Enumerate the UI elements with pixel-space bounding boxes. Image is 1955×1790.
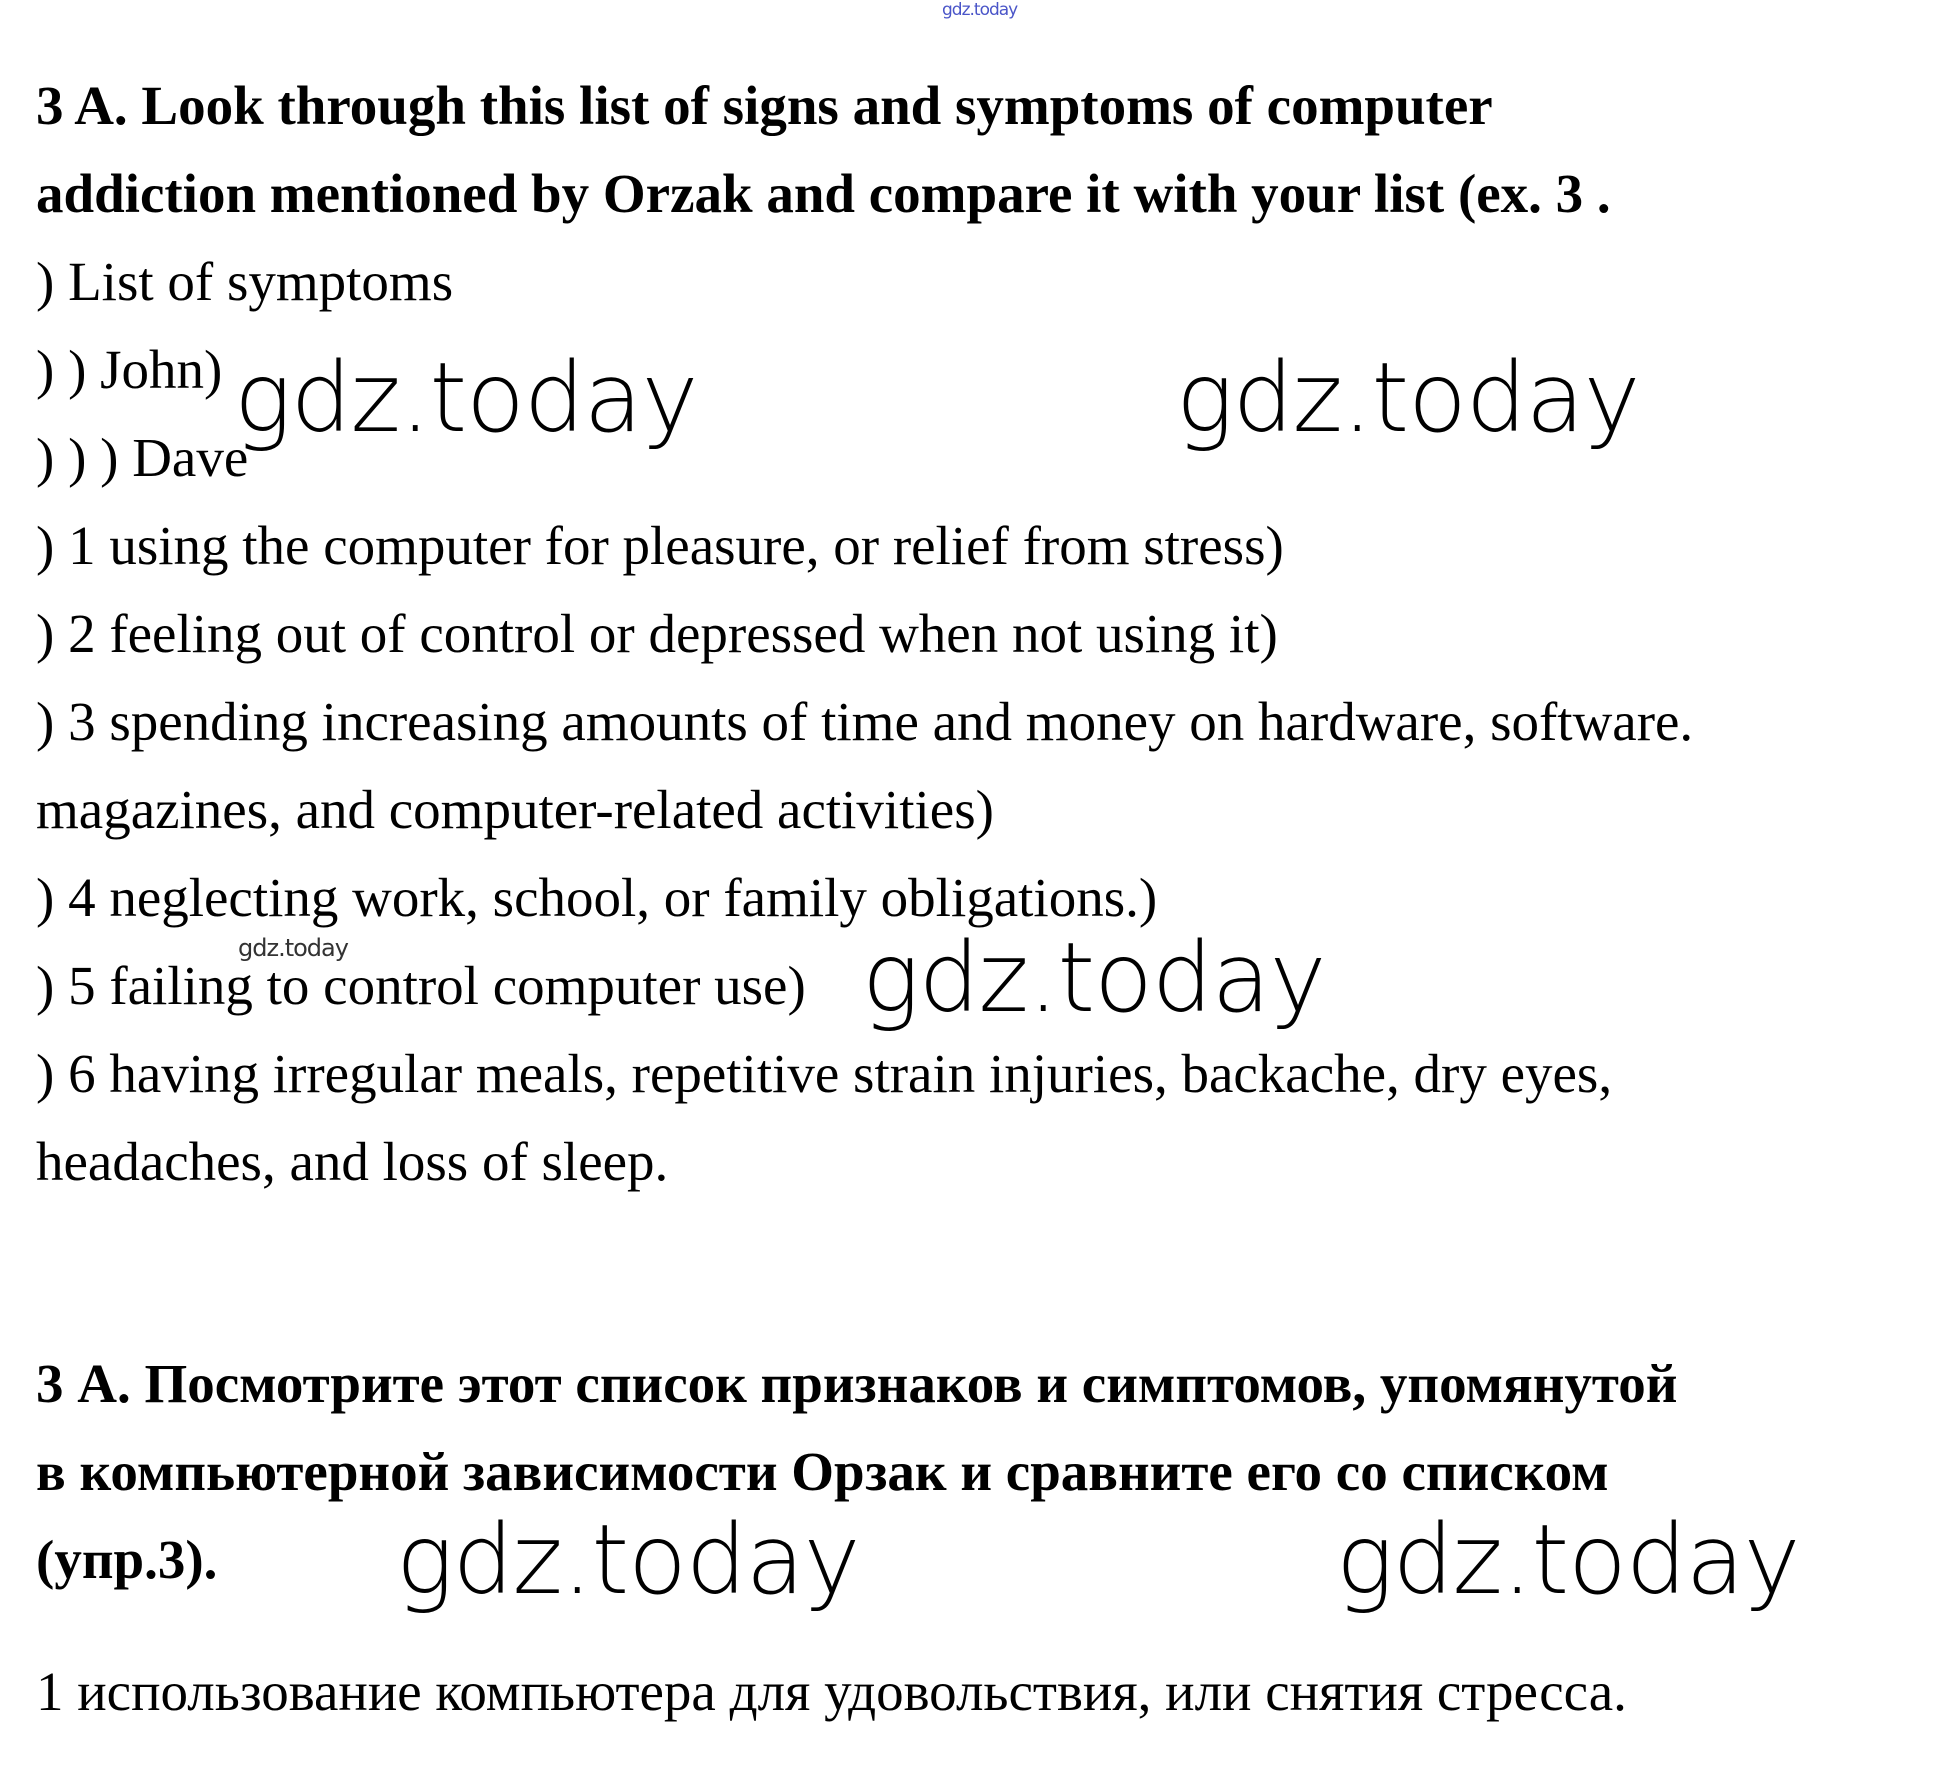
- russian-heading-line-2: в компьютерной зависимости Орзак и сравните его со списком: [36, 1441, 1609, 1502]
- english-line-john: ) ) John): [36, 339, 223, 400]
- russian-heading-line-1: 3 А. Посмотрите этот список признаков и симптомов, упомянутой: [36, 1353, 1678, 1414]
- watermark-small: gdz.today: [238, 934, 348, 962]
- english-line-item-6: ) 6 having irregular meals, repetitive strain injuries, backache, dry eyes,: [36, 1043, 1613, 1104]
- russian-line-item-1: 1 использование компьютера для удовольствия, или снятия стресса.: [36, 1661, 1627, 1722]
- watermark-2: gdz.today: [1176, 342, 1640, 454]
- watermark-1: gdz.today: [234, 342, 698, 454]
- watermark-top: gdz.today: [942, 0, 1018, 20]
- english-line-dave: ) ) ) Dave: [36, 427, 249, 488]
- english-heading-line-1: 3 A. Look through this list of signs and symptoms of computer: [36, 75, 1493, 136]
- english-line-item-6-cont: headaches, and loss of sleep.: [36, 1131, 669, 1192]
- english-line-item-4: ) 4 neglecting work, school, or family obligations.): [36, 867, 1158, 928]
- english-line-item-2: ) 2 feeling out of control or depressed when not using it): [36, 603, 1278, 664]
- english-line-item-3-cont: magazines, and computer-related activities): [36, 779, 994, 840]
- english-line-item-5: ) 5 failing to control computer use): [36, 955, 806, 1016]
- watermark-4: gdz.today: [396, 1504, 860, 1616]
- watermark-3: gdz.today: [862, 922, 1326, 1034]
- english-line-item-3: ) 3 spending increasing amounts of time and money on hardware, software.: [36, 691, 1694, 752]
- russian-heading-line-3: (упр.3).: [36, 1529, 218, 1590]
- english-line-item-1: ) 1 using the computer for pleasure, or relief from stress): [36, 515, 1284, 576]
- english-line-list-of-symptoms: ) List of symptoms: [36, 251, 454, 312]
- english-heading-line-2: addiction mentioned by Orzak and compare it with your list (ex. 3 .: [36, 163, 1611, 224]
- watermark-5: gdz.today: [1336, 1504, 1800, 1616]
